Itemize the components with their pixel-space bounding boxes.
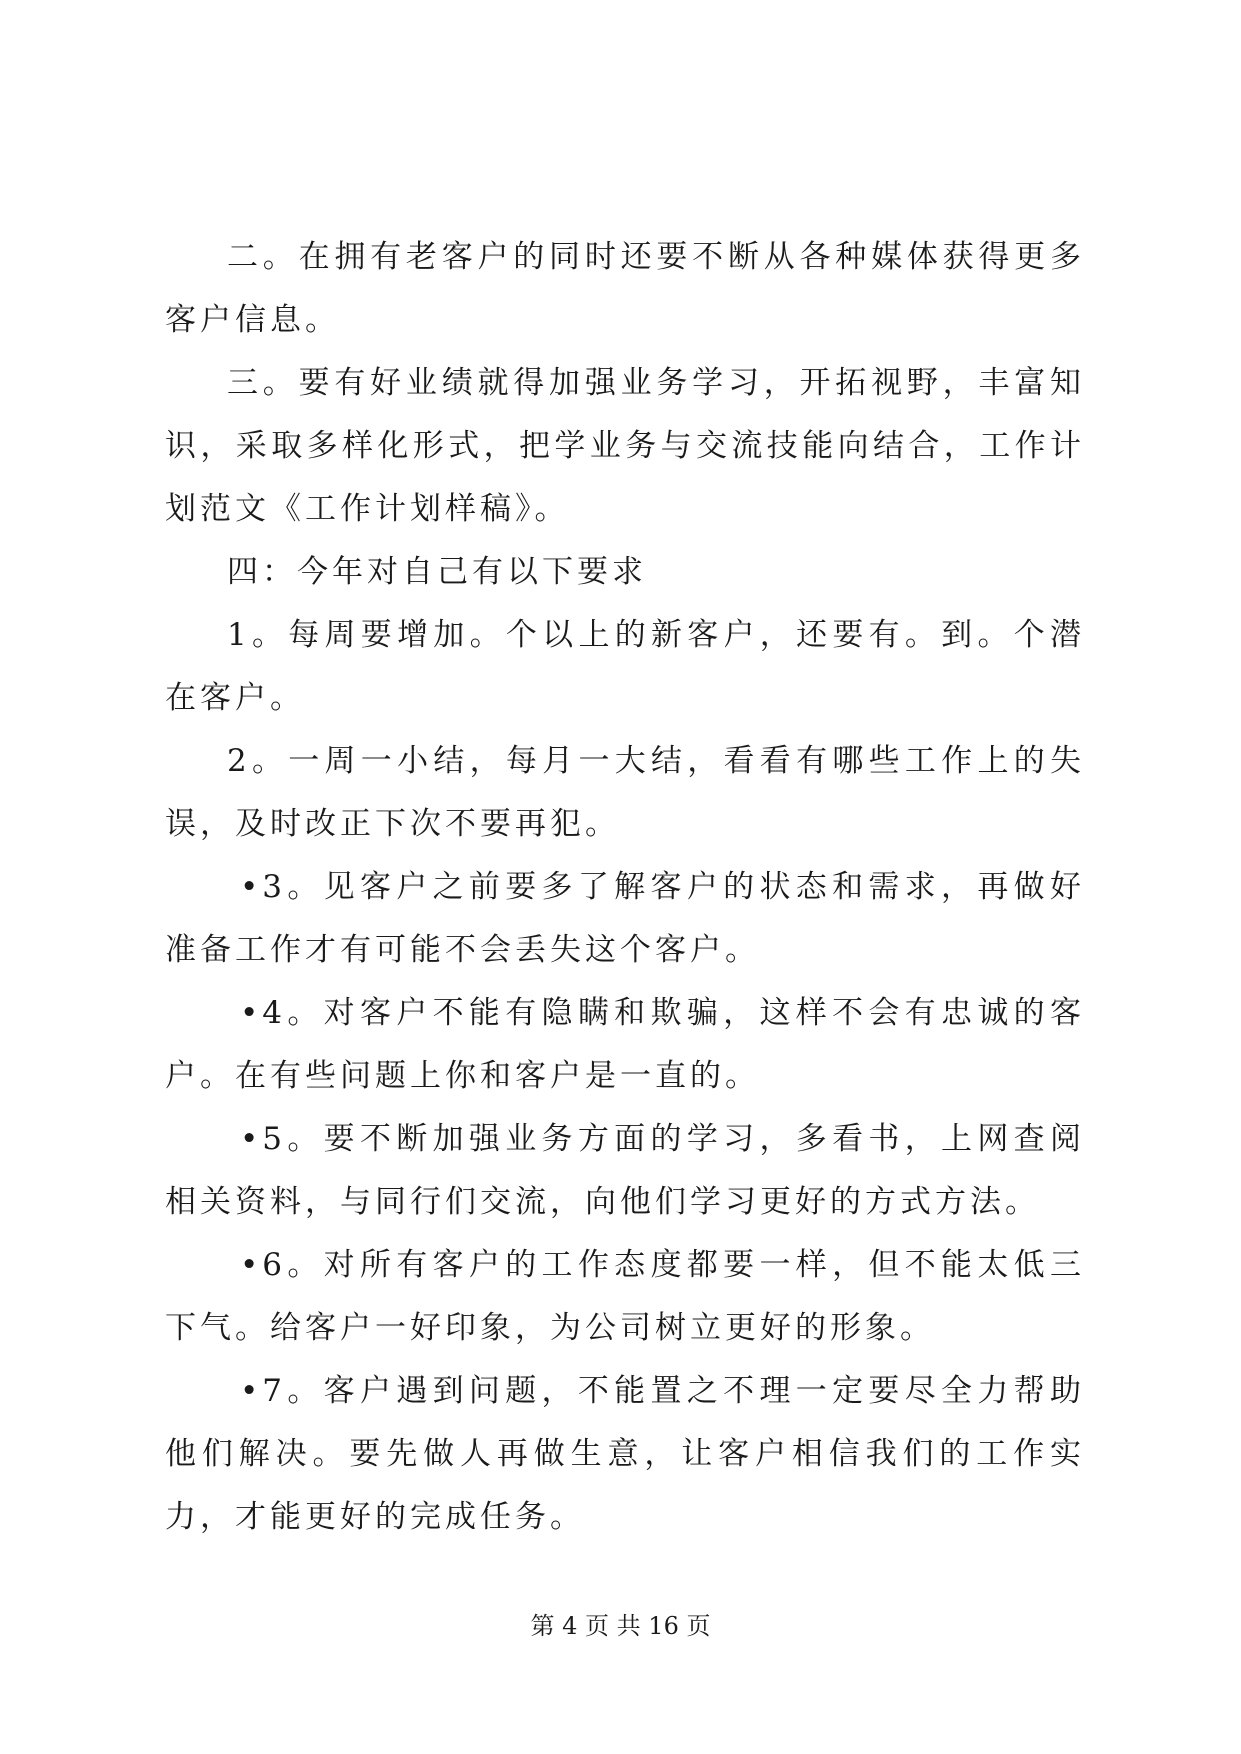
list-item-7: •7。客户遇到问题，不能置之不理一定要尽全力帮助他们解决。要先做人再做生意，让客户相信我们的工作实力，才能更好的完成任务。 <box>165 1373 1085 1535</box>
list-item-2: 2。一周一小结，每月一大结，看看有哪些工作上的失误，及时改正下次不要再犯。 <box>165 743 1085 842</box>
list-item-5: •5。要不断加强业务方面的学习，多看书，上网查阅相关资料，与同行们交流，向他们学习更好的方式方法。 <box>165 1121 1085 1220</box>
paragraph-3: 三。要有好业绩就得加强业务学习，开拓视野，丰富知识，采取多样化形式，把学业务与交流技能向结合，工作计划范文《工作计划样稿》。 <box>165 365 1085 527</box>
list-item-6: •6。对所有客户的工作态度都要一样，但不能太低三下气。给客户一好印象，为公司树立更好的形象。 <box>165 1247 1085 1346</box>
list-item-4: •4。对客户不能有隐瞒和欺骗，这样不会有忠诚的客户。在有些问题上你和客户是一直的。 <box>165 995 1085 1094</box>
paragraph-2: 二。在拥有老客户的同时还要不断从各种媒体获得更多客户信息。 <box>165 239 1085 338</box>
list-item-1: 1。每周要增加。个以上的新客户，还要有。到。个潜在客户。 <box>165 617 1085 716</box>
page-footer: 第 4 页 共 16 页 <box>530 1612 711 1640</box>
list-item-3: •3。见客户之前要多了解客户的状态和需求，再做好准备工作才有可能不会丢失这个客户。 <box>165 869 1085 968</box>
document-body <box>165 226 1085 1549</box>
paragraph-4-heading: 四：今年对自己有以下要求 <box>227 554 647 590</box>
